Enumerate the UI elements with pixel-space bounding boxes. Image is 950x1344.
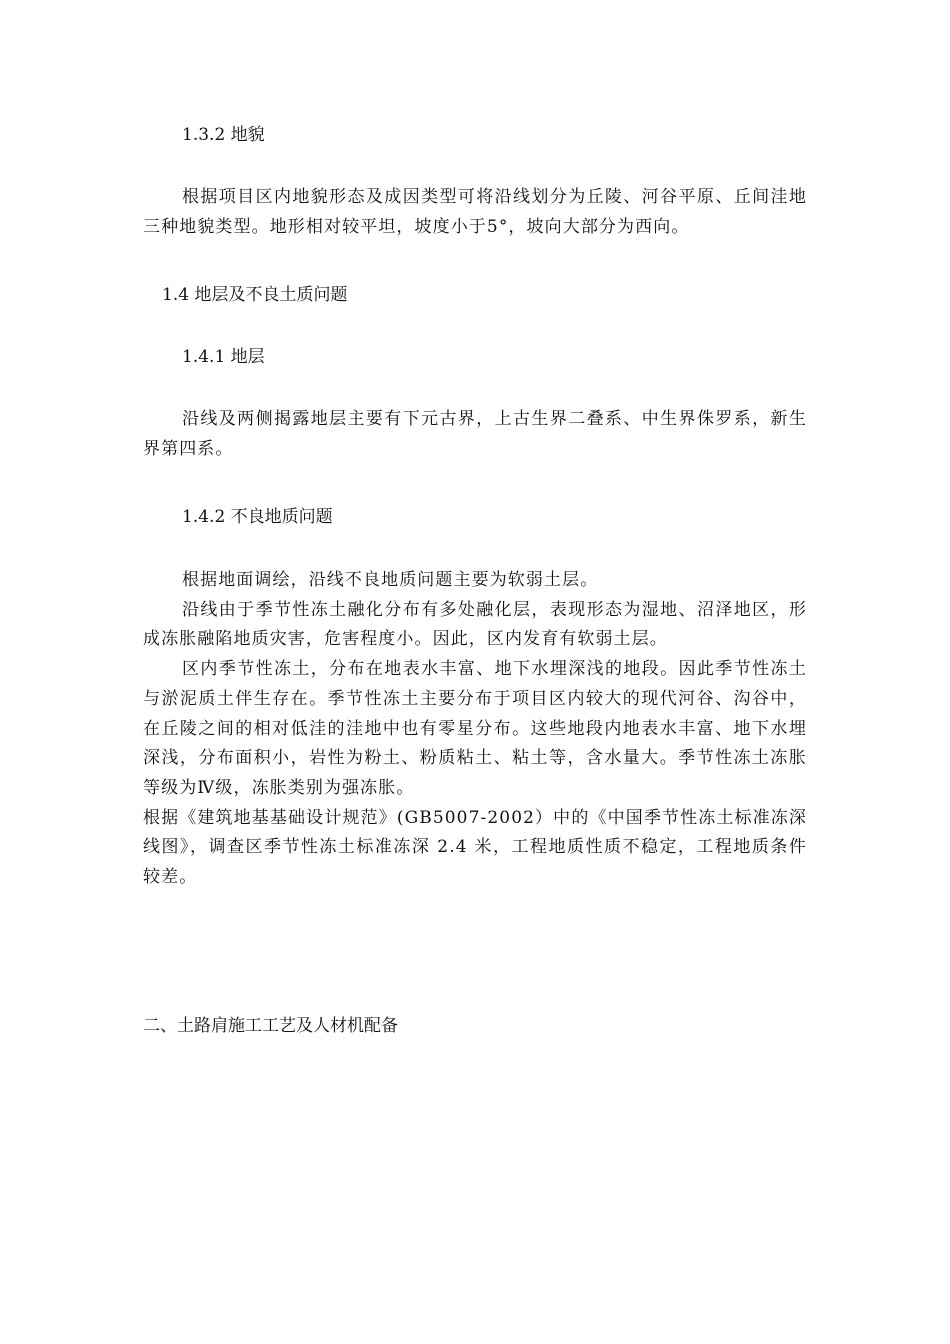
chapter-heading-2: 二、土路肩施工工艺及人材机配备: [143, 1016, 398, 1036]
body-text: 区内季节性冻土，分布在地表水丰富、地下水埋深浅的地段。因此季节性冻土与淤泥质土伴生存在。季节性冻土主要分布于项目区内较大的现代河谷、沟谷中，在丘陵之间的相对低洼的洼地中也有零星分布。这些地段内地表水丰富、地下水埋深浅，分布面积小，岩性为粉土、粉质粘土、粘土等，含水量大。季节性冻土冻胀等级为Ⅳ级，冻胀类别为强冻胀。: [143, 659, 807, 798]
section-heading-1-4-1: 1.4.1 地层: [182, 347, 265, 367]
paragraph-strata: [143, 405, 807, 464]
section-heading-1-4: 1.4 地层及不良土质问题: [162, 285, 348, 305]
body-text: 根据《建筑地基基础设计规范》(GB5007-2002）中的《中国季节性冻土标准冻深线图》，调查区季节性冻土标准冻深 2.4 米，工程地质性质不稳定，工程地质条件较差。: [143, 807, 807, 888]
body-text: 根据地面调绘，沿线不良地质问题主要为软弱土层。: [182, 570, 599, 590]
paragraph-landform: [143, 183, 807, 242]
paragraph-group-adverse-geology: [143, 566, 807, 893]
body-text: 沿线由于季节性冻土融化分布有多处融化层，表现形态为湿地、沼泽地区，形成冻胀融陷地质灾害，危害程度小。因此，区内发育有软弱土层。: [143, 599, 807, 650]
body-text: 根据项目区内地貌形态及成因类型可将沿线划分为丘陵、河谷平原、丘间洼地三种地貌类型。地形相对较平坦，坡度小于5°，坡向大部分为西向。: [143, 187, 807, 237]
body-text: 沿线及两侧揭露地层主要有下元古界，上古生界二叠系、中生界侏罗系，新生界第四系。: [143, 409, 807, 459]
section-heading-1-4-2: 1.4.2 不良地质问题: [182, 507, 333, 527]
section-heading-1-3-2: 1.3.2 地貌: [182, 125, 265, 145]
